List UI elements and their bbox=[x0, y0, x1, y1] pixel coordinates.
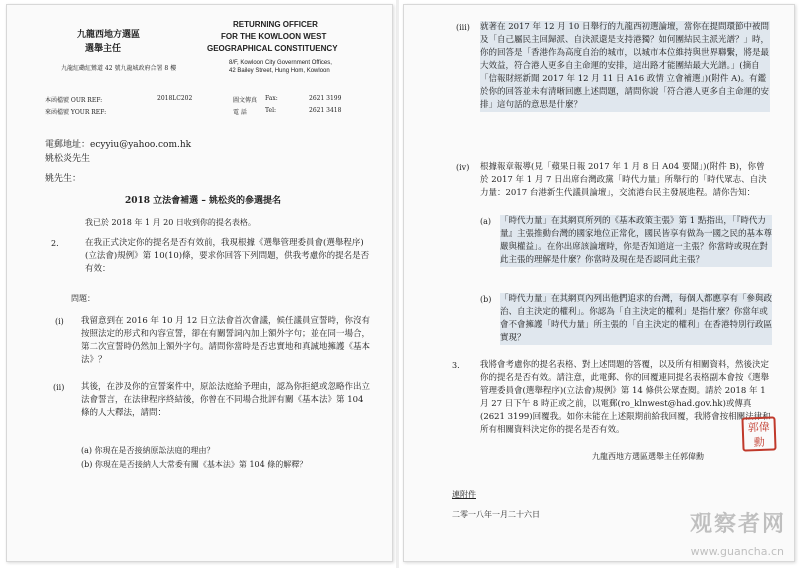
subject: 2018 立法會補選 – 姚松炎的參選提名 bbox=[125, 196, 281, 206]
header-en-2: FOR THE KOWLOON WEST bbox=[221, 32, 327, 41]
address-en-1: 8/F, Kowloon City Government Offices, bbox=[229, 60, 332, 66]
tel-value: 2621 3418 bbox=[309, 107, 342, 114]
tel-en: Tel: bbox=[265, 107, 277, 114]
header-en-1: RETURNING OFFICER bbox=[233, 20, 318, 29]
q4-number: (iv) bbox=[456, 163, 470, 172]
fax-value: 2621 3199 bbox=[309, 95, 342, 102]
q4-text: 根據報章報導(見「蘋果日報 2017 年 1 月 8 日 A04 要聞」)(附件 B)，你曾於 2017 年 1 月 7 日出席台灣政黨「時代力量」所舉行的「時代眾志、自決力量：2017 台港新生代議員論壇」，交流港台民主發展進程。請你告知： bbox=[480, 162, 767, 198]
q1-text: 我留意到在 2016 年 10 月 12 日立法會首次會議，候任議員宣誓時，你沒有按照法定的形式和內容宣誓，卻在有關誓詞內加上額外字句；並在同一場合，第二次宣誓時仍然加上額外字句。請問你當時是否忠實地和真誠地擁護《基本法》？ bbox=[81, 316, 371, 365]
tel-label: 電 話 bbox=[233, 109, 247, 116]
q2-number: (ii) bbox=[53, 383, 65, 392]
recipient: 姚松炎先生 bbox=[45, 154, 91, 164]
q2-a: (a) 你現在是否接納原訟法庭的理由？ bbox=[81, 446, 215, 455]
watermark-logo: 观察者网 bbox=[689, 512, 786, 537]
address-en-2: 42 Bailey Street, Hung Hom, Kowloon bbox=[229, 68, 330, 74]
fax-label: 圖文傳真 bbox=[233, 97, 258, 104]
q4b-text: 「時代力量」在其網頁內列出他們追求的台灣，每個人都應享有「參與政治、自主決定的權利」。你認為「自主決定的權利」是指什麼？你當年或會不會擁護「時代力量」所主張的「自主決定的權利」在香港特別行政區實現？ bbox=[500, 294, 773, 343]
page-gutter bbox=[396, 0, 399, 568]
address-zh: 九龍紅磡紅鸞道 42 號九龍城政府合署 8 樓 bbox=[61, 65, 177, 72]
header-office-zh: 九龍西地方選區 bbox=[77, 30, 141, 40]
q2-text: 其後，在涉及你的宣誓案件中，原訟法庭給予理由，認為你拒絕或忽略作出立法會誓言，在法律程序終結後，你曾在不同場合批評有關《基本法》第 104 條的人大釋法，請問： bbox=[81, 382, 371, 418]
header-title-zh: 選舉主任 bbox=[85, 44, 122, 54]
letter-page-1 bbox=[6, 4, 393, 562]
attachment-label: 連附件 bbox=[452, 490, 476, 499]
q2-b: (b) 你現在是否接納人大常委有關《基本法》第 104 條的解釋？ bbox=[81, 460, 308, 469]
header-en-3: GEOGRAPHICAL CONSTITUENCY bbox=[207, 44, 338, 53]
watermark-url: www.guancha.cn bbox=[690, 545, 784, 558]
fax-en: Fax: bbox=[265, 95, 278, 102]
letter-page-2 bbox=[403, 4, 795, 562]
official-seal bbox=[741, 416, 776, 451]
seal-text: 郭偉勳 bbox=[747, 420, 770, 450]
q1-number: (i) bbox=[55, 317, 64, 326]
q3-text: 就著在 2017 年 12 月 10 日舉行的九龍西初選論壇，當你在提問環節中被問及「自己屬民主回歸派、自決派還是支持港獨？如何團結民主派光譜？」時，你的回答是「香港作為高度自治的城市，以城市本位維持與世界聯繫，將是最大效益，符合港人更多自主命運的安排，這出路才能團結最大光譜。」(摘自「信報財經新聞 2017 年 12 月 11 日 A16 政情 立會補選」)(附件 A)。有鑑於你的回答並未有清晰回應上述問題，請問你說「符合港人更多自主命運的安排」這句話的意思是什麼？ bbox=[480, 22, 770, 110]
q4a-number: (a) bbox=[480, 217, 492, 226]
q4b-number: (b) bbox=[480, 295, 492, 304]
questions-label: 問題： bbox=[71, 294, 95, 303]
q4a-text: 「時代力量」在其網頁所列的《基本政策主張》第 1 點指出，「『時代力量』主張推動台灣的國家地位正常化，國民皆享有做為一國之民的基本尊嚴與權益」。在你出席該論壇時，你是否知道這一主張？你當時或現在對此主張的理解是什麼？你當時及現在是否認同此主張？ bbox=[500, 216, 773, 265]
para-3-number: 3. bbox=[452, 361, 460, 370]
salutation: 姚先生： bbox=[45, 174, 82, 184]
ref-our-label: 本函檔號 OUR REF: bbox=[45, 97, 103, 104]
para-2-text: 在我正式決定你的提名是否有效前，我現根據《選舉管理委員會(選舉程序)(立法會)規例》第 10(10)條，要求你回答下列問題，供我考慮你的提名是否有效： bbox=[85, 238, 370, 274]
ref-your-label: 來函檔號 YOUR REF: bbox=[45, 109, 107, 116]
signature: 九龍西地方選區選舉主任郭偉勳 bbox=[592, 452, 704, 461]
received-line: 我已於 2018 年 1 月 20 日收到你的提名表格。 bbox=[85, 218, 256, 227]
para-3-text: 我將會考慮你的提名表格、對上述問題的答覆，以及所有相關資料，然後決定你的提名是否有效。請注意，此電郵、你的回覆連同提名表格副本會按《選舉管理委員會(選舉程序)(立法會)規例》第 14 條供公眾查閱。請於 2018 年 1 月 27 日下午 8 時正或之前，以電郵(ro_klnwest@had.gov.hk)或傳真(2621 3199)回覆我。如你未能在上述限期前給我回覆，我將會按相關法律和所有相關資料決定你的提名是否有效。 bbox=[480, 360, 771, 435]
q3-number: (iii) bbox=[456, 23, 470, 32]
para-2-number: 2. bbox=[51, 239, 59, 248]
letter-date: 二零一八年一月二十六日 bbox=[452, 510, 540, 519]
email-line: 電郵地址：ecyyiu@yahoo.com.hk bbox=[45, 140, 192, 150]
ref-our-value: 2018LC202 bbox=[157, 95, 193, 102]
